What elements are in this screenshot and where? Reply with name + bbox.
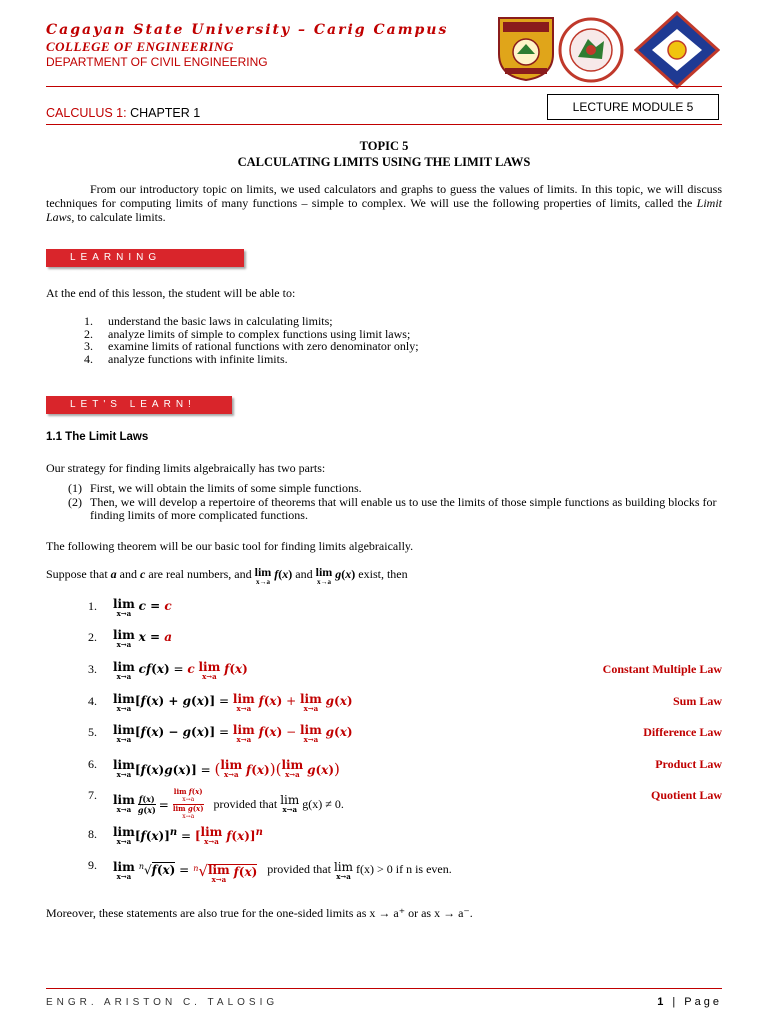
law-5: lim x→a [f(x) − g(x)] = lim x→a f(x) − lim x→a g(x): [113, 723, 353, 744]
theorem-intro: The following theorem will be our basic tool for finding limits algebraically.: [46, 539, 414, 553]
law-name: Product Law: [655, 757, 722, 771]
footer-divider: [46, 988, 722, 989]
law-name: Sum Law: [672, 694, 722, 708]
list-item: 1. understand the basic laws in calculating limits;: [84, 314, 333, 328]
law-8: lim x→a $[f(x)]^n$ = [ lim x→a f(x)]$^n$: [113, 825, 263, 846]
topic-title: CALCULATING LIMITS USING THE LIMIT LAWS: [237, 155, 531, 169]
university-name: Cagayan State University – Carig Campus: [46, 22, 449, 38]
law-name: Difference Law: [643, 725, 722, 739]
csu-logo-icon: [495, 14, 557, 82]
law-3: lim x→a cf(x) = c lim x→a f(x): [113, 660, 248, 681]
department-name: DEPARTMENT OF CIVIL ENGINEERING: [46, 55, 268, 69]
objectives-lead: At the end of this lesson, the student will be able to:: [46, 286, 296, 300]
topic-number: TOPIC 5: [359, 139, 409, 153]
college-name: COLLEGE OF ENGINEERING: [46, 39, 234, 54]
law-7: lim x→a $\frac{f(x)}{g(x)}$ = lim f(x) x→a lim g(x) x→a provided that lim x→a g(x) ≠ 0.: [113, 787, 344, 820]
law-number: 5.: [88, 725, 97, 739]
list-item: (1) First, we will obtain the limits of some simple functions.: [68, 481, 362, 495]
law-6: lim x→a [f(x)g(x)] = ( lim x→a f(x))( lim x→a g(x)): [113, 758, 340, 779]
lecture-module-box: LECTURE MODULE 5: [547, 94, 719, 120]
author-name: ENGR. ARISTON C. TALOSIG: [46, 997, 279, 1008]
header-divider: [46, 86, 722, 87]
strategy-list: [68, 482, 722, 523]
law-2: lim x→a x = a: [113, 628, 173, 649]
section-heading: 1.1 The Limit Laws: [46, 431, 149, 443]
chapter-title: CALCULUS 1: CHAPTER 1: [46, 106, 201, 120]
law-number: 4.: [88, 694, 97, 708]
law-number: 6.: [88, 757, 97, 771]
law-number: 3.: [88, 662, 97, 676]
law-name: Constant Multiple Law: [602, 662, 722, 676]
law-9: lim x→a $^n$√f(x) = $^n$√ lim x→a f(x) provided that lim x→a f(x) > 0 if n is even.: [113, 860, 452, 884]
law-number: 8.: [88, 827, 97, 841]
picie-logo-icon: [634, 11, 720, 89]
law-number: 7.: [88, 788, 97, 802]
header-divider-2: [46, 124, 722, 125]
strategy-text: Our strategy for finding limits algebraically has two parts:: [46, 461, 326, 475]
law-1: lim x→a c = c: [113, 597, 172, 618]
list-item: 4. analyze functions with infinite limits.: [84, 351, 288, 366]
list-item: (2) Then, we will develop a repertoire of theorems that will enable us to use the limits of those simple functions as building blocks for finding limits of more complicated functions.: [68, 494, 717, 522]
law-4: lim x→a [f(x) + g(x)] = lim x→a f(x) + lim x→a g(x): [113, 692, 353, 713]
moreover-text: Moreover, these statements are also true for the one-sided limits as x → a⁺ or as x → a⁻.: [46, 906, 473, 920]
list-item: 2. analyze limits of simple to complex functions using limit laws;: [84, 326, 411, 341]
intro-paragraph: From our introductory topic on limits, we used calculators and graphs to guess the values of limits. In this topic, we will discuss techniques for computing limits of many functions – simple to complex. We will use the following properties of limits, called the Limit Laws, to calculate limits.: [46, 182, 722, 224]
law-number: 1.: [88, 599, 97, 613]
suppose-line: Suppose that a and c are real numbers, and lim x→a f(x) and lim x→a g(x) exist, then: [46, 565, 408, 586]
law-number: 9.: [88, 858, 97, 872]
law-name: Quotient Law: [650, 788, 722, 802]
law-number: 2.: [88, 630, 97, 644]
objectives-list: [84, 315, 419, 365]
list-item: 3. examine limits of rational functions with zero denominator only;: [84, 339, 419, 353]
lets-learn-banner: LET'S LEARN!: [46, 396, 232, 414]
college-of-engineering-seal-icon: [558, 17, 624, 83]
page-indicator: 1 | Page: [657, 996, 722, 1008]
learning-objectives-banner: LEARNING OBJECTIVES: [46, 249, 244, 267]
